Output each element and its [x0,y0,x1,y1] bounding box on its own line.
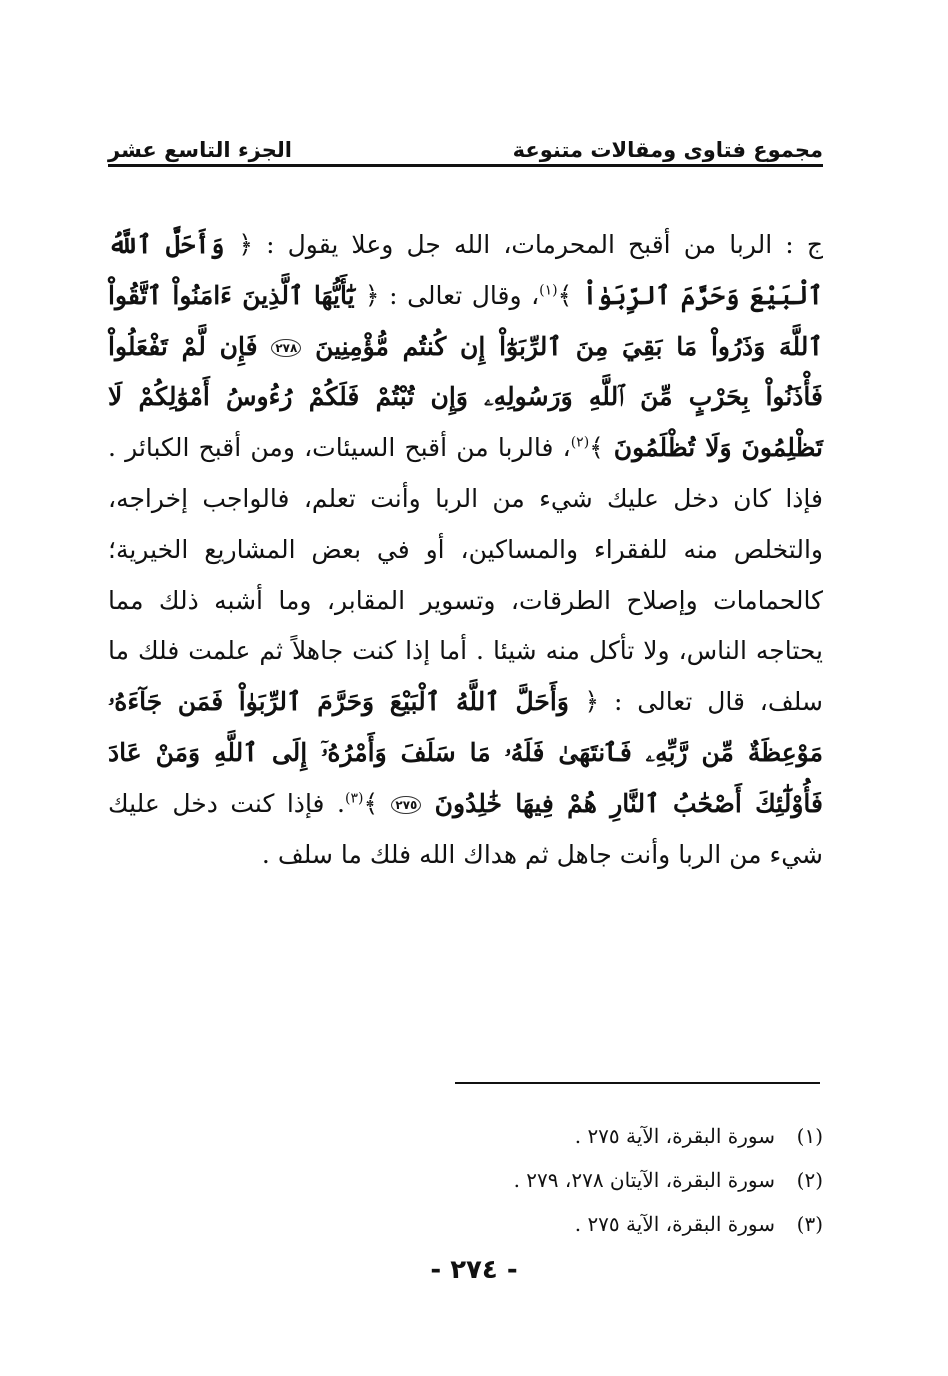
verse-number-278: ٢٧٨ [271,339,301,357]
footnote-text: سورة البقرة، الآية ٢٧٥ . [574,1212,775,1236]
footnotes-list [108,1114,823,1246]
answer-paragraph [108,220,823,880]
footnote-ref-2[interactable]: (٢) [570,434,590,451]
answer-connector: ، وقال تعالى : [379,280,540,310]
verse-bracket-open: ﴿ [584,687,600,717]
running-header [108,122,823,162]
footnote-number: (٢) [796,1168,823,1192]
header-rule [108,164,823,167]
verse-bracket-close: ﴾ [363,788,379,818]
verse-number-275: ٢٧٥ [391,796,421,814]
page-number: - ٢٧٤ - [430,1255,518,1285]
verse-bracket-open: ﴿ [364,280,380,310]
footnote-text: سورة البقرة، الآيتان ٢٧٨، ٢٧٩ . [513,1168,775,1192]
book-title: مجموع فتاوى ومقالات متنوعة [512,138,823,162]
verse-2a-text: يَٰٓأَيُّهَا ٱلَّذِينَ ءَامَنُواْ ٱتَّقُواْ ٱللَّهَ وَذَرُواْ مَا بَقِيَ مِنَ ٱلرِّبَوٰٓاْ إِن كُنتُم مُّؤْمِنِينَ [108,280,823,361]
footnote-ref-1[interactable]: (١) [539,282,558,299]
footnote-separator [455,1082,820,1084]
verse-2b-text: فَإِن لَّمْ تَفْعَلُواْ فَأْذَنُواْ بِحَرْبٍ مِّنَ ٱللَّهِ وَرَسُولِهِۦ وَإِن تُبْتُمْ فَلَكُمْ رُءُوسُ أَمْوَٰلِكُمْ لَا تَظْلِمُونَ وَلَا تُظْلَمُونَ [108,331,823,463]
footnote-ref-3[interactable]: (٣) [344,790,364,807]
footnote-item [108,1202,823,1246]
footnote-number: (٣) [796,1212,823,1236]
verse-bracket-close: ﴾ [589,433,604,463]
footnote-number: (١) [796,1124,823,1148]
answer-intro: ج : الربا من أقبح المحرمات، الله جل وعلا يقول : [252,230,823,259]
verse-3-text: وَأَحَلَّ ٱللَّهُ ٱلْبَيْعَ وَحَرَّمَ ٱلرِّبَوٰاْ فَمَن جَآءَهُۥ مَوْعِظَةٌ مِّن رَّبِّهِۦ فَٱنتَهَىٰ فَلَهُۥ مَا سَلَفَ وَأَمْرُهُۥٓ إِلَى ٱللَّهِ وَمَنْ عَادَ فَأُوْلَٰٓئِكَ أَصْحَٰبُ ٱلنَّارِ هُمْ فِيهَا خَٰلِدُونَ [108,687,823,818]
main-text [108,220,823,880]
footnote-text: سورة البقرة، الآية ٢٧٥ . [574,1124,775,1148]
footnote-item [108,1114,823,1158]
answer-conclusion: . فإذا كنت دخل عليك شيء من الربا وأنت جاهل ثم هداك الله فلك ما سلف . [108,788,823,869]
footnote-item [108,1158,823,1202]
volume-label: الجزء التاسع عشر [108,138,292,162]
verse-bracket-close: ﴾ [557,280,573,310]
verse-bracket-open: ﴿ [238,230,253,259]
answer-body: ، فالربا من أقبح السيئات، ومن أقبح الكبائر . فإذا كان دخل عليك شيء من الربا وأنت تعلم، فالواجب إخراجه، والتخلص منه للفقراء والمساكين، أو في بعض المشاريع الخيرية؛ كالحمامات وإصلاح الطرقات، وتسوير المقابر، وما أشبه ذلك مما يحتاجه الناس، ولا تأكل منه شيئا . أما إذا كنت جاهلاً ثم علمت فلك ما سلف، قال تعالى : [108,433,823,717]
verse-1-text: وَأَحَلَّ ٱللَّهُ ٱلْبَيْعَ وَحَرَّمَ ٱلرِّبَوٰاْ [108,230,823,310]
